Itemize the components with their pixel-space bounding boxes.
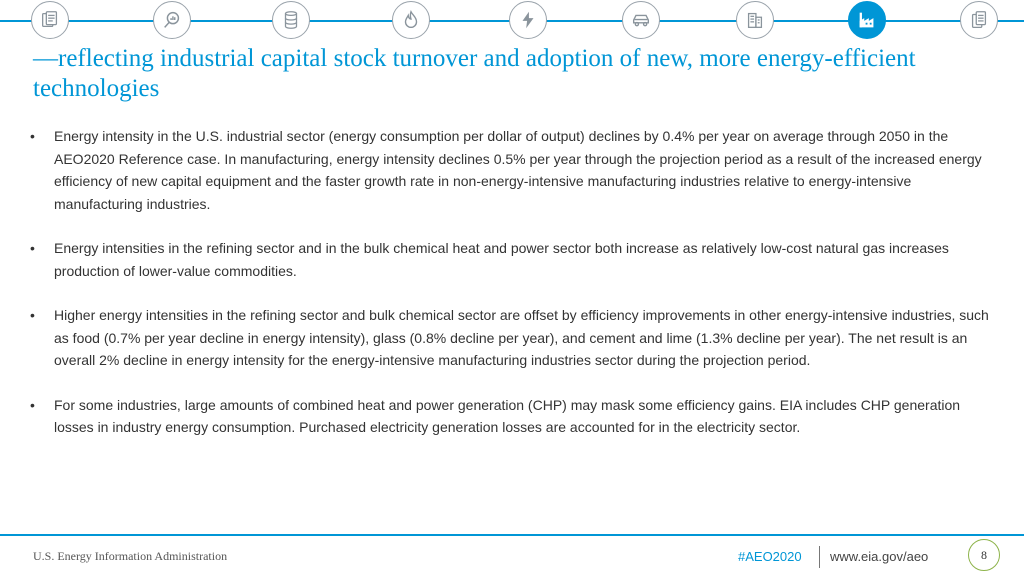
flame-icon[interactable] <box>392 1 430 39</box>
bullet-text: Energy intensity in the U.S. industrial sector (energy consumption per dollar of output) declines by 0.4% per year on average through 2050 in the AEO2020 Reference case. In manufacturing, energy intensity declines 0.5% per year through the projection period as a result of the increased energy efficiency of new capital equipment and the faster growth rate in non-energy-intensive manufacturing industries relative to energy-intensive manufacturing industries. <box>54 128 982 212</box>
page-number-badge: 8 <box>968 539 1000 571</box>
list-item <box>30 125 990 215</box>
car-icon[interactable] <box>622 1 660 39</box>
documents-icon[interactable] <box>31 1 69 39</box>
footer-line <box>0 534 1024 536</box>
report-pages-icon[interactable] <box>960 1 998 39</box>
list-item <box>30 304 990 372</box>
list-item <box>30 394 990 439</box>
footer-divider <box>819 546 820 568</box>
bullet-symbol: • <box>30 396 35 413</box>
bullet-symbol: • <box>30 307 35 323</box>
lightning-bolt-icon[interactable] <box>509 1 547 39</box>
magnifier-chart-icon[interactable] <box>153 1 191 39</box>
bullet-text: Energy intensities in the refining sector and in the bulk chemical heat and power sector both increase as relatively low-cost natural gas increases production of lower-value commodities. <box>54 240 949 279</box>
bullet-symbol: • <box>30 128 35 144</box>
footer-hashtag[interactable]: #AEO2020 <box>738 549 802 564</box>
factory-icon[interactable] <box>848 1 886 39</box>
bullet-text: For some industries, large amounts of combined heat and power generation (CHP) may mask some efficiency gains. EIA includes CHP generation losses in industry energy consumption. Purchased electricity generation losses are accounted for in the electricity sector. <box>54 396 961 435</box>
footer-organization: U.S. Energy Information Administration <box>33 549 228 563</box>
buildings-icon[interactable] <box>736 1 774 39</box>
bullet-list <box>30 125 990 461</box>
bullet-text: Higher energy intensities in the refining sector and bulk chemical sector are offset by efficiency improvements in other energy-intensive industries, such as food (0.7% per year decline in energy intensity), glass (0.8% decline per year), and cement and lime (1.3% decline per year). The net result is an overall 2% decline in energy intensity for the energy-intensive manufacturing industries sector during the projection period. <box>54 307 989 368</box>
oil-barrels-icon[interactable] <box>272 1 310 39</box>
bullet-symbol: • <box>30 240 35 256</box>
page-title: —reflecting industrial capital stock turnover and adoption of new, more energy-efficient technologies <box>33 45 916 102</box>
footer-url-link[interactable]: www.eia.gov/aeo <box>830 549 929 564</box>
list-item <box>30 237 990 282</box>
